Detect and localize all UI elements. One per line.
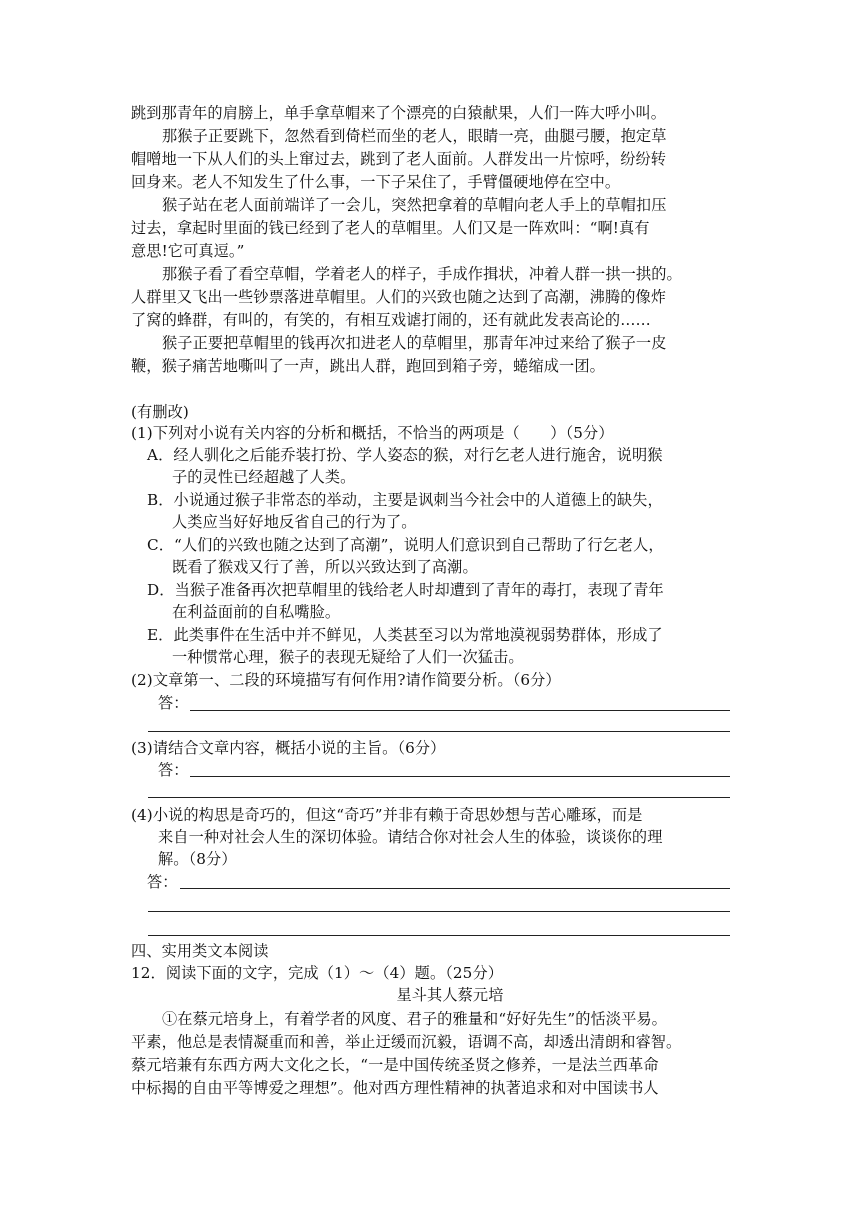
option-c: C．“人们的兴致也随之达到了高潮”，说明人们意识到自己帮助了行乞老人， <box>147 536 664 554</box>
article-line: 中标揭的自由平等博爱之理想”。他对西方理性精神的执著追求和对中国读书人 <box>131 1079 659 1097</box>
story-line: 猴子站在老人面前端详了一会儿，突然把拿着的草帽向老人手上的草帽扣压 <box>162 196 667 214</box>
option-d: D．当猴子准备再次把草帽里的钱给老人时却遭到了青年的毒打，表现了青年 <box>147 581 664 599</box>
question-2-stem: (2)文章第一、二段的环境描写有何作用?请作简要分析。（6分） <box>131 671 561 689</box>
option-b-cont: 人类应当好好地反省自己的行为了。 <box>172 513 417 531</box>
option-e: E．此类事件在生活中并不鲜见，人类甚至习以为常地漠视弱势群体，形成了 <box>147 626 663 644</box>
story-line: 人群里又飞出一些钞票落进草帽里。人们的兴致也随之达到了高潮，沸腾的像炸 <box>131 288 667 306</box>
article-line: ①在蔡元培身上，有着学者的风度、君子的雅量和“好好先生”的恬淡平易。 <box>162 1010 667 1028</box>
answer-line[interactable] <box>148 911 730 912</box>
option-a-cont: 子的灵性已经超越了人类。 <box>172 468 356 486</box>
article-title: 星斗其人蔡元培 <box>396 986 504 1004</box>
question-3-stem: (3)请结合文章内容，概括小说的主旨。（6分） <box>131 739 446 757</box>
answer-line[interactable] <box>148 731 730 732</box>
story-line: 过去，拿起时里面的钱已经到了老人的草帽里。人们又是一阵欢叫：“啊!真有 <box>131 219 650 237</box>
answer-line[interactable] <box>190 710 730 711</box>
article-line: 蔡元培兼有东西方两大文化之长，“一是中国传统圣贤之修养，一是法兰西革命 <box>131 1056 659 1074</box>
question-4-stem: 解。（8分） <box>158 850 237 868</box>
story-line: 了窝的蜂群，有叫的，有笑的，有相互戏谑打闹的，还有就此发表高论的…… <box>131 311 651 329</box>
answer-line[interactable] <box>190 776 730 777</box>
question-12-stem: 12．阅读下面的文字，完成（1）～（4）题。（25分） <box>131 964 504 982</box>
story-line: 意思!它可真逗。” <box>131 242 245 260</box>
story-line: 鞭，猴子痛苦地嘶叫了一声，跳出人群，跑回到箱子旁，蜷缩成一团。 <box>131 357 605 375</box>
answer-label: 答： <box>158 694 189 712</box>
answer-line[interactable] <box>148 797 730 798</box>
option-e-cont: 一种惯常心理，猴子的表现无疑给了人们一次猛击。 <box>172 648 524 666</box>
answer-label: 答： <box>147 873 178 891</box>
option-a: A．经人驯化之后能乔装打扮、学人姿态的猴，对行乞老人进行施舍，说明猴 <box>147 446 663 464</box>
option-c-cont: 既看了猴戏又行了善，所以兴致达到了高潮。 <box>172 558 478 576</box>
story-line: 回身来。老人不知发生了什么事，一下子呆住了，手臂僵硬地停在空中。 <box>131 173 621 191</box>
question-4-stem: (4)小说的构思是奇巧的，但这“奇巧”并非有赖于奇思妙想与苦心雕琢，而是 <box>131 806 643 824</box>
story-line: 跳到那青年的肩膀上，单手拿草帽来了个漂亮的白猿献果，人们一阵大呼小叫。 <box>131 104 667 122</box>
story-line: 那猴子看了看空草帽，学着老人的样子，手成作揖状，冲着人群一拱一拱的。 <box>162 265 682 283</box>
answer-line[interactable] <box>180 888 730 889</box>
story-line: 那猴子正要跳下，忽然看到倚栏而坐的老人，眼睛一亮，曲腿弓腰，抱定草 <box>162 127 667 145</box>
story-line: 帽噌地一下从人们的头上窜过去，跳到了老人面前。人群发出一片惊呼，纷纷转 <box>131 150 667 168</box>
question-4-stem: 来自一种对社会人生的深切体验。请结合你对社会人生的体验，谈谈你的理 <box>158 828 663 846</box>
answer-label: 答： <box>158 761 189 779</box>
article-line: 平素，他总是表情凝重而和善，举止迂缓而沉毅，语调不高，却透出清朗和睿智。 <box>131 1033 682 1051</box>
option-d-cont: 在利益面前的自私嘴脸。 <box>172 603 341 621</box>
answer-line[interactable] <box>148 935 730 936</box>
option-b: B．小说通过猴子非常态的举动，主要是讽刺当今社会中的人道德上的缺失， <box>147 491 663 509</box>
section-heading: 四、实用类文本阅读 <box>131 942 269 960</box>
story-line: 猴子正要把草帽里的钱再次扣进老人的草帽里，那青年冲过来给了猴子一皮 <box>162 334 667 352</box>
source-note: (有删改) <box>131 403 189 421</box>
question-1-stem: (1)下列对小说有关内容的分析和概括，不恰当的两项是（ ）（5分） <box>131 424 614 442</box>
